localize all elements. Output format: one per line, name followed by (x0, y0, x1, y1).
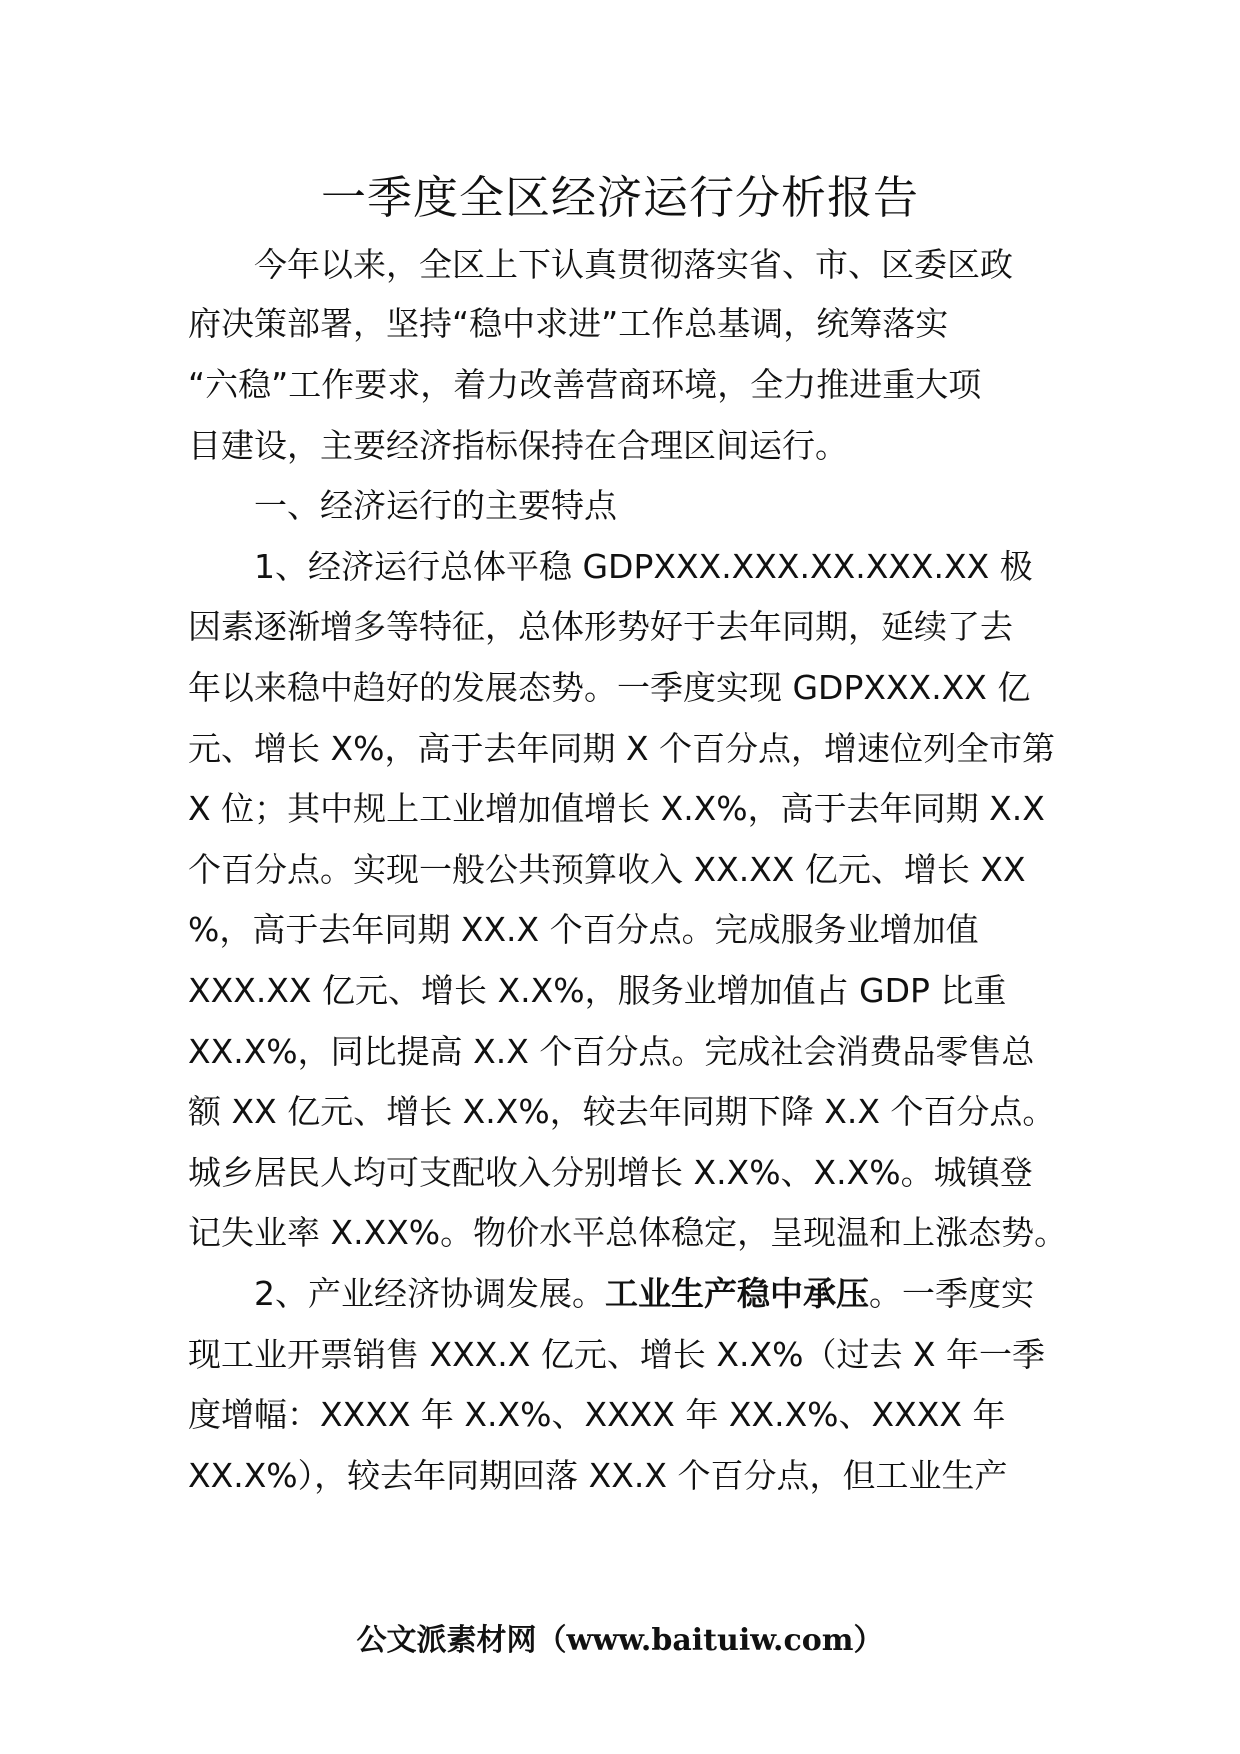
paragraph-line: “六稳”工作要求，着力改善营商环境，全力推进重大项 (188, 365, 982, 404)
paragraph-line: 1、经济运行总体平稳 GDPXXX.XXX.XX.XXX.XX 极 (254, 547, 1033, 586)
paragraph-line: 目建设，主要经济指标保持在合理区间运行。 (188, 426, 848, 465)
paragraph-line: XXX.XX 亿元、增长 X.X%，服务业增加值占 GDP 比重 (188, 971, 1007, 1010)
paragraph-line: X 位；其中规上工业增加值增长 X.X%，高于去年同期 X.X (188, 789, 1045, 828)
paragraph-line: 个百分点。实现一般公共预算收入 XX.XX 亿元、增长 XX (188, 850, 1026, 889)
paragraph-line: %，高于去年同期 XX.X 个百分点。完成服务业增加值 (188, 910, 979, 949)
paragraph-line: 府决策部署，坚持“稳中求进”工作总基调，统筹落实 (188, 304, 949, 343)
line-suffix: 。一季度实 (869, 1274, 1034, 1313)
paragraph-line: XX.X%，同比提高 X.X 个百分点。完成社会消费品零售总 (188, 1032, 1035, 1071)
paragraph-line: XX.X%），较去年同期回落 XX.X 个百分点，但工业生产 (188, 1456, 1008, 1495)
section-heading: 一、经济运行的主要特点 (254, 486, 617, 525)
paragraph-line: 度增幅：XXXX 年 X.X%、XXXX 年 XX.X%、XXXX 年 (188, 1395, 1006, 1434)
line-prefix: 2、产业经济协调发展。 (254, 1274, 605, 1313)
paragraph-line: 今年以来，全区上下认真贯彻落实省、市、区委区政 (254, 245, 1013, 284)
paragraph-line: 因素逐渐增多等特征，总体形势好于去年同期，延续了去 (188, 607, 1013, 646)
bold-heading: 工业生产稳中承压 (605, 1274, 869, 1313)
paragraph-line: 元、增长 X%，高于去年同期 X 个百分点，增速位列全市第 (188, 729, 1056, 768)
paragraph-line: 额 XX 亿元、增长 X.X%，较去年同期下降 X.X 个百分点。 (188, 1092, 1056, 1131)
document-title: 一季度全区经济运行分析报告 (320, 171, 919, 224)
footer-watermark: 公文派素材网（www.baituiw.com） (356, 1623, 884, 1658)
paragraph-line: 城乡居民人均可支配收入分别增长 X.X%、X.X%。城镇登 (188, 1153, 1033, 1192)
paragraph-line: 记失业率 X.XX%。物价水平总体稳定，呈现温和上涨态势。 (188, 1213, 1068, 1252)
paragraph-line (254, 1272, 1034, 1316)
paragraph-line: 现工业开票销售 XXX.X 亿元、增长 X.X%（过去 X 年一季 (188, 1335, 1046, 1374)
paragraph-line: 年以来稳中趋好的发展态势。一季度实现 GDPXXX.XX 亿 (188, 668, 1031, 707)
